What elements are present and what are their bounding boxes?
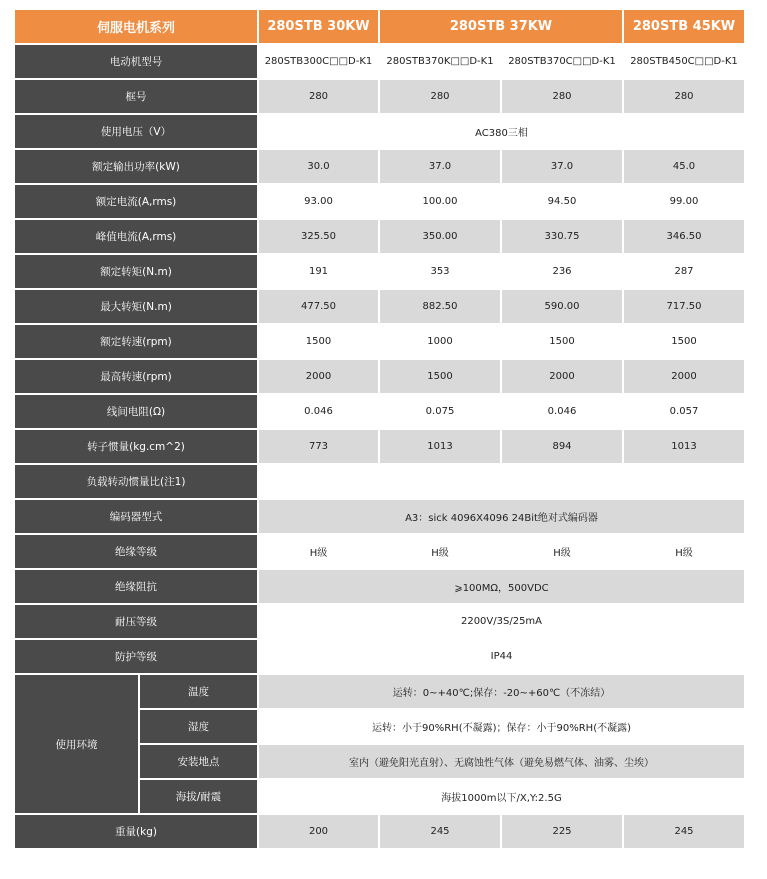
- row-label-encoder: 编码器型式: [15, 500, 257, 533]
- peak-current-cell: 350.00: [380, 220, 500, 253]
- row-label-rated-speed: 额定转速(rpm): [15, 325, 257, 358]
- env-temperature-cell: 运转：0~+40℃;保存：-20~+60℃（不冻结）: [259, 675, 744, 708]
- spec-table: [13, 8, 746, 850]
- max-torque-cell: 590.00: [502, 290, 622, 323]
- model-cell: 280STB450C□□D-K1: [624, 45, 744, 78]
- col-header-45kw: 280STB 45KW: [624, 10, 744, 43]
- peak-current-cell: 325.50: [259, 220, 378, 253]
- rated-current-cell: 100.00: [380, 185, 500, 218]
- env-humidity-cell: 运转：小于90%RH(不凝露)；保存：小于90%RH(不凝露): [259, 710, 744, 743]
- rated-torque-cell: 287: [624, 255, 744, 288]
- row-label-power: 额定输出功率(kW): [15, 150, 257, 183]
- env-location-cell: 室内（避免阳光直射）、无腐蚀性气体（避免易燃气体、油雾、尘埃）: [259, 745, 744, 778]
- frame-cell: 280: [380, 80, 500, 113]
- resistance-cell: 0.046: [259, 395, 378, 428]
- weight-cell: 200: [259, 815, 378, 848]
- model-cell: 280STB370K□□D-K1: [380, 45, 500, 78]
- inertia-cell: 1013: [624, 430, 744, 463]
- resistance-cell: 0.046: [502, 395, 622, 428]
- series-header: 伺服电机系列: [15, 10, 257, 43]
- row-label-max-torque: 最大转矩(N.m): [15, 290, 257, 323]
- row-label-frame: 框号: [15, 80, 257, 113]
- rated-torque-cell: 236: [502, 255, 622, 288]
- row-label-insulation-class: 绝缘等级: [15, 535, 257, 568]
- row-label-protection: 防护等级: [15, 640, 257, 673]
- env-label-altitude: 海拔/耐震: [140, 780, 257, 813]
- row-label-peak-current: 峰值电流(A,rms): [15, 220, 257, 253]
- inertia-cell: 1013: [380, 430, 500, 463]
- insulation-class-cell: H级: [380, 535, 500, 568]
- peak-current-cell: 346.50: [624, 220, 744, 253]
- model-cell: 280STB370C□□D-K1: [502, 45, 622, 78]
- protection-cell: IP44: [259, 640, 744, 673]
- rated-torque-cell: 191: [259, 255, 378, 288]
- row-label-voltage: 使用电压（V）: [15, 115, 257, 148]
- power-cell: 37.0: [502, 150, 622, 183]
- col-header-37kw: 280STB 37KW: [380, 10, 622, 43]
- withstand-voltage-cell: 2200V/3S/25mA: [259, 605, 744, 638]
- row-label-rated-torque: 额定转矩(N.m): [15, 255, 257, 288]
- power-cell: 45.0: [624, 150, 744, 183]
- rated-speed-cell: 1500: [502, 325, 622, 358]
- weight-cell: 225: [502, 815, 622, 848]
- peak-current-cell: 330.75: [502, 220, 622, 253]
- rated-current-cell: 93.00: [259, 185, 378, 218]
- rated-current-cell: 99.00: [624, 185, 744, 218]
- weight-cell: 245: [624, 815, 744, 848]
- row-label-load-inertia: 负载转动惯量比(注1): [15, 465, 257, 498]
- rated-current-cell: 94.50: [502, 185, 622, 218]
- row-label-rated-current: 额定电流(A,rms): [15, 185, 257, 218]
- max-speed-cell: 2000: [624, 360, 744, 393]
- insulation-class-cell: H级: [624, 535, 744, 568]
- weight-cell: 245: [380, 815, 500, 848]
- load-inertia-cell: [259, 465, 744, 498]
- row-label-max-speed: 最高转速(rpm): [15, 360, 257, 393]
- rated-speed-cell: 1500: [624, 325, 744, 358]
- env-label-humidity: 湿度: [140, 710, 257, 743]
- model-cell: 280STB300C□□D-K1: [259, 45, 378, 78]
- rated-speed-cell: 1500: [259, 325, 378, 358]
- power-cell: 30.0: [259, 150, 378, 183]
- row-label-insulation-resistance: 绝缘阻抗: [15, 570, 257, 603]
- env-label-temperature: 温度: [140, 675, 257, 708]
- row-label-weight: 重量(kg): [15, 815, 257, 848]
- insulation-resistance-cell: ⩾100MΩ，500VDC: [259, 570, 744, 603]
- env-label-location: 安装地点: [140, 745, 257, 778]
- max-speed-cell: 1500: [380, 360, 500, 393]
- resistance-cell: 0.075: [380, 395, 500, 428]
- rated-speed-cell: 1000: [380, 325, 500, 358]
- frame-cell: 280: [502, 80, 622, 113]
- inertia-cell: 894: [502, 430, 622, 463]
- inertia-cell: 773: [259, 430, 378, 463]
- max-torque-cell: 717.50: [624, 290, 744, 323]
- row-label-model: 电动机型号: [15, 45, 257, 78]
- env-altitude-cell: 海拔1000m以下/X,Y:2.5G: [259, 780, 744, 813]
- row-label-withstand-voltage: 耐压等级: [15, 605, 257, 638]
- resistance-cell: 0.057: [624, 395, 744, 428]
- power-cell: 37.0: [380, 150, 500, 183]
- frame-cell: 280: [259, 80, 378, 113]
- insulation-class-cell: H级: [259, 535, 378, 568]
- max-torque-cell: 882.50: [380, 290, 500, 323]
- max-speed-cell: 2000: [259, 360, 378, 393]
- col-header-30kw: 280STB 30KW: [259, 10, 378, 43]
- row-label-environment: 使用环境: [15, 675, 138, 813]
- voltage-cell: AC380三相: [259, 115, 744, 148]
- insulation-class-cell: H级: [502, 535, 622, 568]
- encoder-cell: A3：sick 4096X4096 24Bit绝对式编码器: [259, 500, 744, 533]
- frame-cell: 280: [624, 80, 744, 113]
- max-torque-cell: 477.50: [259, 290, 378, 323]
- max-speed-cell: 2000: [502, 360, 622, 393]
- rated-torque-cell: 353: [380, 255, 500, 288]
- row-label-resistance: 线间电阻(Ω): [15, 395, 257, 428]
- row-label-inertia: 转子惯量(kg.cm^2): [15, 430, 257, 463]
